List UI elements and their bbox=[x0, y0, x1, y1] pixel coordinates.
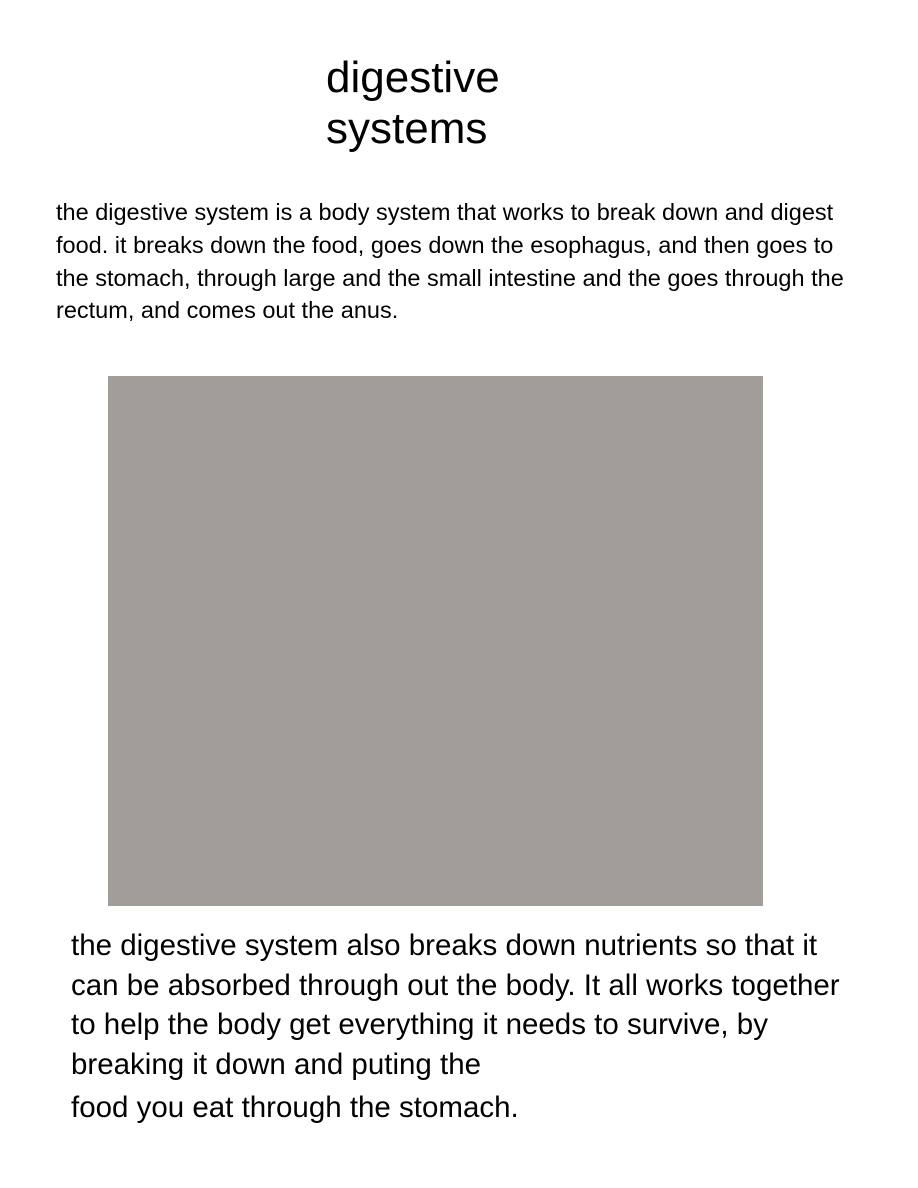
closing-paragraph-last-line: food you eat through the stomach. bbox=[71, 1091, 519, 1124]
closing-paragraph-main: the digestive system also breaks down nutrients so that it can be absorbed through out the body. It all works together to help the body get everything it needs to survive, by breaking it down and puting the bbox=[71, 929, 840, 1081]
closing-paragraph bbox=[71, 926, 871, 1128]
title-line-2: systems bbox=[326, 104, 488, 153]
title-line-1: digestive bbox=[326, 53, 500, 102]
image-placeholder bbox=[108, 376, 763, 906]
page-title bbox=[326, 52, 626, 154]
intro-paragraph: the digestive system is a body system that works to break down and digest food. it breaks down the food, goes down the esophagus, and then goes to the stomach, through large and the small intestine and the goes through the rectum, and comes out the anus. bbox=[56, 199, 844, 324]
